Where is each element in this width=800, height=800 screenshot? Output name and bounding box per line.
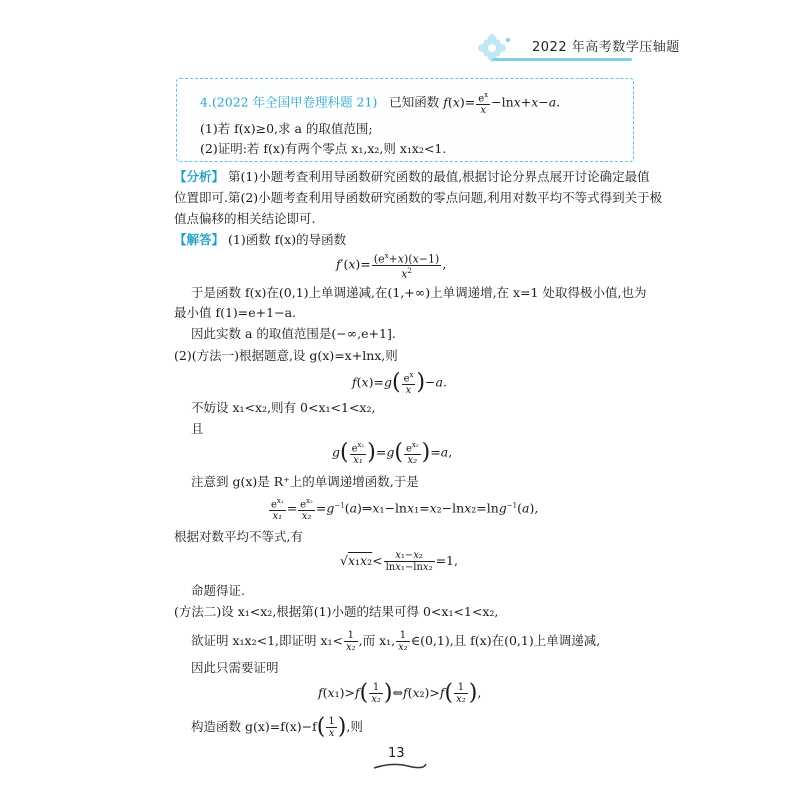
formula-equivalence: f(x₁)>f( $\frac{1}{\text{x₂}}$ )⇔f(x₂)>f( $\frac{1}{\text{x₂}}$ ),	[318, 680, 482, 706]
solution-line-9: 命题得证.	[191, 583, 245, 598]
formula-g-inverse: $\frac{e^{x_1}}{\text{x₁}}$ = $\frac{e^{x_2}}{\text{x₂}}$ $=g^{-1}(a)\Rightarrow x_1-\ln x_1=x_2-\ln x_2=\ln g^{-1}(a)$,	[271, 497, 539, 523]
solution-line-8: 根据对数平均不等式,有	[174, 529, 303, 544]
analysis-line-2: 位置即可.第(2)小题考查利用导函数研究函数的零点问题,利用对数平均不等式得到关于极	[174, 190, 663, 205]
solution-line-11: 欲证明 x₁x₂<1,即证明 x₁< $\frac{1}{\text{x₂}}$ ,而 x₁, $\frac{1}{\text{x₂}}$ ∈(0,1),且 f(x)在(0,1)上单调递减,	[191, 630, 601, 653]
solution-line-13: 构造函数 g(x)=f(x)−f( $\frac{1}{x}$ ),则	[191, 714, 363, 740]
solution-text-1: (1)函数 f(x)的导函数	[228, 232, 347, 247]
question-source: 4.(2022 年全国甲卷理科题 21)	[200, 94, 378, 110]
solution-text-11c: ∈(0,1),且 f(x)在(0,1)上单调递减,	[410, 633, 601, 648]
question-stem: 4.(2022 年全国甲卷理科题 21) 已知函数 f(x)= $\frac{e^x}{x}$ −lnx+x−a.	[200, 91, 561, 117]
page-number: 13	[388, 746, 405, 761]
page-number-swoosh-icon	[372, 760, 428, 772]
formula-g-equal: g( $\frac{e^{x_1}}{\text{x₁}}$ )=g( $\frac{e^{x_2}}{\text{x₂}}$ )=a,	[332, 440, 453, 467]
solution-line-7: 注意到 g(x)是 R⁺上的单调递增函数,于是	[191, 474, 419, 489]
question-item-1: (1)若 f(x)≥0,求 a 的取值范围;	[200, 121, 373, 136]
solution-line-4: (2)(方法一)根据题意,设 g(x)=x+lnx,则	[174, 348, 398, 363]
solution-label: 【解答】	[174, 232, 225, 247]
header-divider	[492, 58, 632, 61]
formula-f-eq-g: f(x)=g( $\frac{e^x}{x}$ )−a.	[352, 370, 447, 397]
solution-text-11b: ,而 x₁,	[358, 633, 396, 648]
analysis-label: 【分析】	[174, 169, 225, 184]
solution-line-10: (方法二)设 x₁<x₂,根据第(1)小题的结果可得 0<x₁<1<x₂,	[174, 604, 499, 619]
snowflake-decoration-icon	[470, 28, 530, 68]
analysis-line-3: 值点偏移的相关结论即可.	[174, 211, 316, 226]
formula-derivative: f′(x)= $\frac{(e^x+x)(x-1)}{x^2}$ ,	[336, 252, 447, 281]
header-title: 2022 年高考数学压轴题	[532, 40, 680, 55]
analysis-text-1: 第(1)小题考查利用导函数研究函数的最值,根据讨论分界点展开讨论确定最值	[228, 169, 650, 184]
analysis-line-1	[174, 169, 650, 185]
solution-line-12: 因此只需要证明	[191, 660, 279, 675]
solution-text-13a: 构造函数 g(x)=f(x)−f	[191, 719, 317, 734]
question-item-2: (2)证明:若 f(x)有两个零点 x₁,x₂,则 x₁x₂<1.	[200, 141, 447, 156]
formula-log-mean: √x₁x₂< $\frac{\text{x₁−x₂}}{\text{lnx₁−lnx₂}}$ =1,	[340, 550, 458, 573]
solution-text-13b: ,则	[346, 719, 363, 734]
solution-line-3: 因此实数 a 的取值范围是(−∞,e+1].	[191, 326, 396, 341]
question-stem-prefix: 已知函数	[389, 94, 440, 110]
solution-line-1	[174, 232, 346, 248]
solution-text-11a: 欲证明 x₁x₂<1,即证明 x₁<	[191, 633, 344, 648]
solution-line-5: 不妨设 x₁<x₂,则有 0<x₁<1<x₂,	[191, 400, 376, 415]
solution-line-2a: 于是函数 f(x)在(0,1)上单调递减,在(1,+∞)上单调递增,在 x=1 处取得极小值,也为	[191, 285, 647, 300]
solution-line-2b: 最小值 f(1)=e+1−a.	[174, 305, 297, 320]
solution-line-6: 且	[191, 421, 204, 436]
